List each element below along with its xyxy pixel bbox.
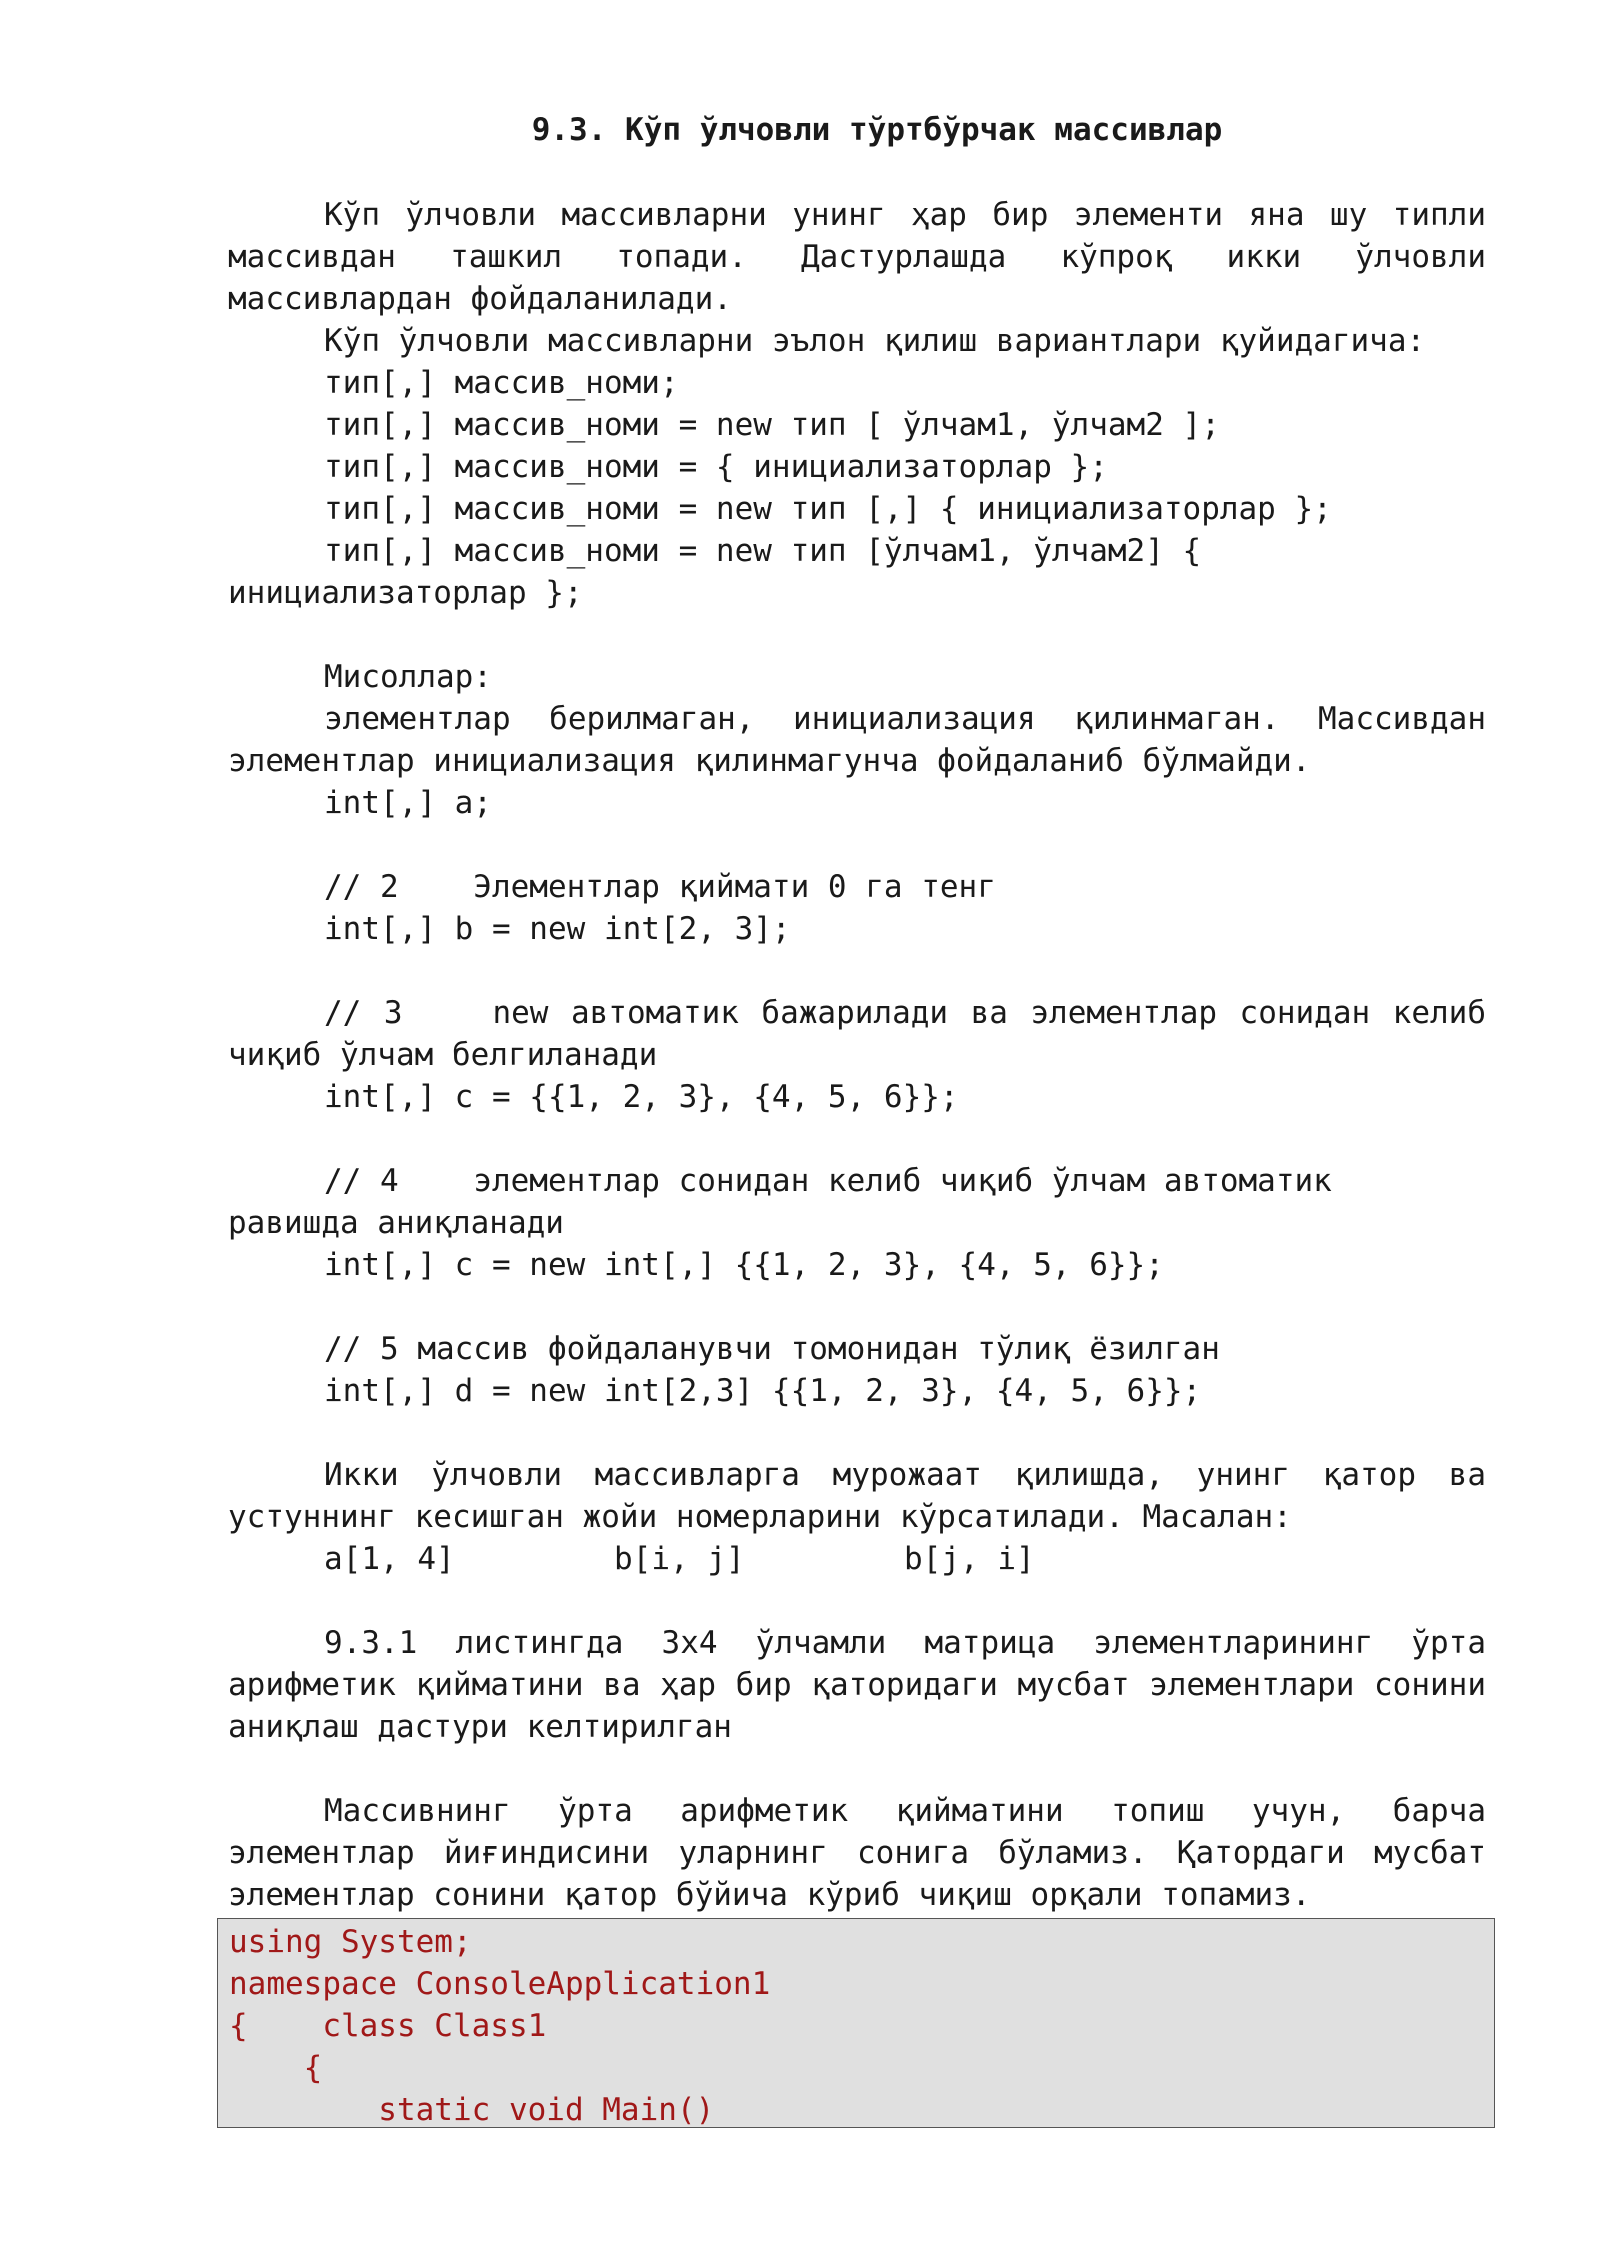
example1-description: элементлар берилмаган, инициализация қилинмаган. Массивдан элементлар инициализация қилинмагунча фойдаланиб бўлмайди. bbox=[228, 701, 1486, 779]
example4-code: int[,] c = new int[,] {{1, 2, 3}, {4, 5, 6}}; bbox=[324, 1247, 1164, 1283]
access-example: b[i, j] bbox=[614, 1541, 745, 1577]
declaration-line: тип[,] массив_номи = new тип [ ўлчам1, ўлчам2 ]; bbox=[324, 407, 1220, 443]
access-example: a[1, 4] bbox=[324, 1541, 455, 1577]
declaration-line-wrapped: тип[,] массив_номи = new тип [ўлчам1, ўлчам2] { инициализаторлар }; bbox=[228, 533, 1202, 611]
example4-comment: // 4 элементлар сонидан келиб чиқиб ўлчам автоматик равишда аниқланади bbox=[228, 1163, 1351, 1241]
declaration-line: тип[,] массив_номи = { инициализаторлар }; bbox=[324, 449, 1108, 485]
declare-heading: Кўп ўлчовли массивларни эълон қилиш вариантлари қуйидагича: bbox=[324, 323, 1426, 359]
example1-code: int[,] a; bbox=[324, 785, 492, 821]
access-paragraph: Икки ўлчовли массивларга мурожаат қилишда, унинг қатор ва устуннинг кесишган жойи номерларини кўрсатилади. Масалан: bbox=[228, 1457, 1486, 1535]
example2-comment: // 2 Элементлар қиймати 0 га тенг bbox=[324, 869, 996, 905]
section-title: 9.3. Кўп ўлчовли тўртбўрчак массивлар bbox=[531, 112, 1223, 148]
code-line: using System; bbox=[229, 1924, 472, 1960]
example3-comment: // 3 new автоматик бажарилади ва элементлар сонидан келиб чиқиб ўлчам белгиланади bbox=[228, 995, 1505, 1073]
intro-paragraph: Кўп ўлчовли массивларни унинг ҳар бир элементи яна шу типли массивдан ташкил топади. Дастурлашда кўпроқ икки ўлчовли массивлардан фойдаланилади. bbox=[228, 197, 1486, 317]
declaration-line: тип[,] массив_номи; bbox=[324, 365, 679, 401]
code-line: namespace ConsoleApplication1 bbox=[229, 1966, 771, 2002]
example5-comment: // 5 массив фойдаланувчи томонидан тўлиқ ёзилган bbox=[324, 1331, 1220, 1367]
example2-code: int[,] b = new int[2, 3]; bbox=[324, 911, 791, 947]
access-example: b[j, i] bbox=[904, 1541, 1035, 1577]
listing-paragraph: 9.3.1 листингда 3x4 ўлчамли матрица элементларининг ўрта арифметик қийматини ва ҳар бир қаторидаги мусбат элементлари сонини аниқлаш дастури келтирилган bbox=[228, 1625, 1486, 1745]
examples-heading: Мисоллар: bbox=[324, 659, 492, 695]
method-paragraph: Массивнинг ўрта арифметик қийматини топиш учун, барча элементлар йиғиндисини уларнинг сонига бўламиз. Қатордаги мусбат элементлар сонини қатор бўйича кўриб чиқиш орқали топамиз. bbox=[228, 1793, 1486, 1913]
example5-code: int[,] d = new int[2,3] {{1, 2, 3}, {4, 5, 6}}; bbox=[324, 1373, 1202, 1409]
code-line: static void Main() bbox=[229, 2092, 715, 2128]
code-listing bbox=[217, 1918, 1495, 2128]
code-line: { bbox=[229, 2050, 323, 2086]
example3-code: int[,] c = {{1, 2, 3}, {4, 5, 6}}; bbox=[324, 1079, 959, 1115]
code-line: { class Class1 bbox=[229, 2008, 547, 2044]
document-page bbox=[228, 110, 1505, 1916]
access-examples bbox=[228, 1538, 1486, 1580]
declaration-line: тип[,] массив_номи = new тип [,] { инициализаторлар }; bbox=[324, 491, 1332, 527]
